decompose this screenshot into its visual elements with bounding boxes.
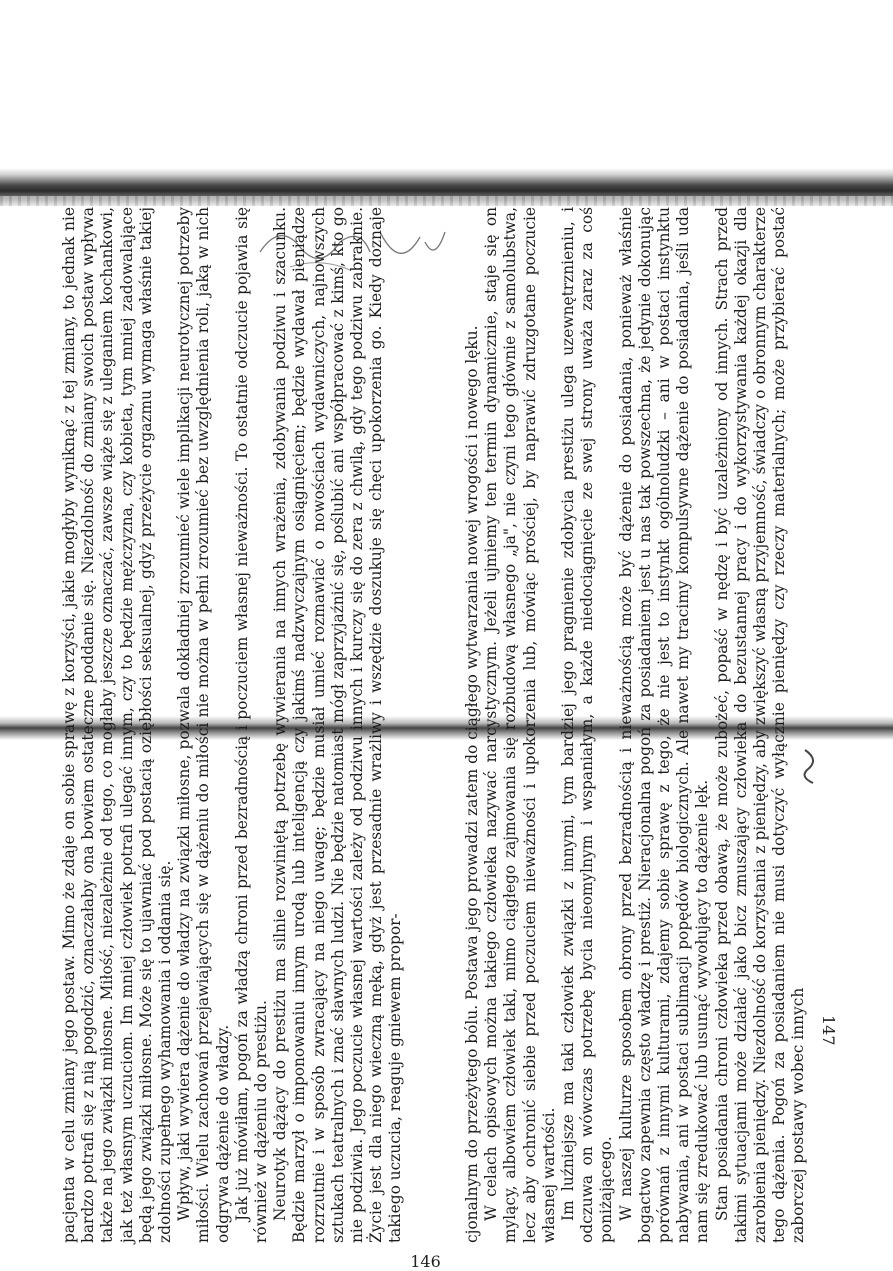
paragraph: Jak już mówiłam, pogoń za władzą chroni przed bezradnością i poczuciem własnej nieważności. To ostatnie odczucie pojawia się również w dążeniu do prestiżu. (232, 207, 271, 1243)
paragraph: cjonalnym do przeżytego bólu. Postawa jego prowadzi zatem do ciągłego wytwarzania nowej wrogości i nowego lęku. (463, 325, 481, 1243)
book-spread (60, 207, 843, 1271)
paragraph: pacjenta w celu zmiany jego postaw. Mimo że zdaje on sobie sprawę z korzyści, jakie mogłyby wyniknąć z tej zmiany, to jednak nie bardzo potrafi się z nią pogodzić, oznaczałaby ona bowiem ostateczne poddanie się. Niezdolność do zmiany swoich postaw wpływa także na jego związki miłosne. Miłość, niezależnie od tego, co mogłaby jeszcze oznaczać, zawsze wiąże się z uleganiem kochankowi, jak też własnym uczuciom. Im mniej człowiek potrafi ulegać innym, czy to będzie mężczyzna, czy kobieta, tym mniej zadowalające będą jego związki miłosne. Może się to ujawniać pod postacią oziębłości seksualnej, gdyż przeżycie orgazmu wymaga właśnie takiej zdolności zupełnego wyhamowania i oddania się. (60, 207, 175, 1243)
paragraph: Wpływ, jaki wywiera dążenie do władzy na związki miłosne, pozwala dokładniej zrozumieć wiele implikacji neurotycznej potrzeby miłości. Wielu zachowań przejawiających się w dążeniu do miłości nie można w pełni zrozumieć bez uwzględnienia roli, jaką w nich odgrywa dążenie do władzy. (175, 207, 232, 1243)
paragraph: W celach opisowych można takiego człowieka nazywać narcystycznym. Jeżeli ujmiemy ten termin dynamicznie, staje się on mylący, albowiem człowiek taki, mimo ciągłego zajmowania się rozbudową własnego „ja", nie czyni tego głównie z samolubstwa, lecz aby ochronić siebie przed poczuciem nieważności i upokorzenia lub, mówiąc prościej, by naprawić zdruzgotane poczucie własnej wartości. (482, 207, 558, 1243)
paragraph: Stan posiadania chroni człowieka przed obawą, że może zubożeć, popaść w nędzę i być uzależniony od innych. Strach przed takimi sytuacjami może działać jako bicz zmuszający człowieka do bezustannej pracy i do wykorzystywania każdej okazji dla zarobienia pieniędzy. Niezdolność do korzystania z pieniędzy, aby zwiększyć własną przyjemność, świadczy o obronnym charakterze tego dążenia. Pogoń za posiadaniem nie musi dotyczyć wyłącznie pieniędzy czy rzeczy materialnych; może przybierać postać zaborczej postawy wobec innych (712, 207, 808, 1243)
page-number-right: 147 (819, 1015, 838, 1046)
paragraph: W naszej kulturze sposobem obrony przed bezradnością i nieważnością może być dążenie do posiadania, ponieważ właśnie bogactwo zapewnia często władzę i prestiż. Nieracjonalna pogoń za posiadaniem jest u nas tak powszechna, że jedynie dokonując porównań z innymi kulturami, zdajemy sobie sprawę z tego, że nie jest to instynkt ogólnoludzki – ani w postaci instynktu nabywania, ani w postaci sublimacji popędów biologicznych. Ale nawet my tracimy kompulsywne dążenie do posiadania, jeśli uda nam się zredukować lub usunąć wywołujący to dążenie lęk. (616, 207, 712, 1243)
page-number: 146 (410, 1252, 441, 1271)
right-page (463, 207, 843, 1243)
right-page-body (463, 207, 809, 1243)
paragraph: Neurotyk dążący do prestiżu ma silnie rozwiniętą potrzebę wywierania na innych wrażenia, zdobywania podziwu i szacunku. Będzie marzył o imponowaniu innym urodą lub inteligencją czy jakimś nadzwyczajnym osiągnięciem; będzie wydawał pieniądze rozrzutnie i w sposób zwracający na niego uwagę; będzie musiał umieć rozmawiać o nowościach wydawniczych, najnowszych sztukach teatralnych i znać sławnych ludzi. Nie będzie natomiast mógł zaprzyjaźnić się, poślubić ani współpracować z kimś, kto go nie podziwia. Jego poczucie własnej wartości zależy od podziwu innych i kurczy się do zera z chwilą, gdy tego podziwu zabraknie. Życie jest dla niego wieczną męką, gdyż jest przesadnie wrażliwy i wszędzie doszukuje się chęci upokorzenia go. Kiedy doznaje takiego uczucia, reaguje gniewem propor- (271, 207, 405, 1243)
left-page-body (60, 207, 406, 1243)
paragraph: Im luźniejsze ma taki człowiek związki z innymi, tym bardziej jego pragnienie zdobycia prestiżu ulega uzewnętrznieniu, i odczuwa on wówczas potrzebę bycia nieomylnym i wspaniałym, a każde niedociągnięcie ze swej strony uważa zaraz za coś poniżającego. (559, 207, 616, 1243)
left-page (60, 207, 441, 1271)
scanner-edge-texture (0, 196, 893, 206)
